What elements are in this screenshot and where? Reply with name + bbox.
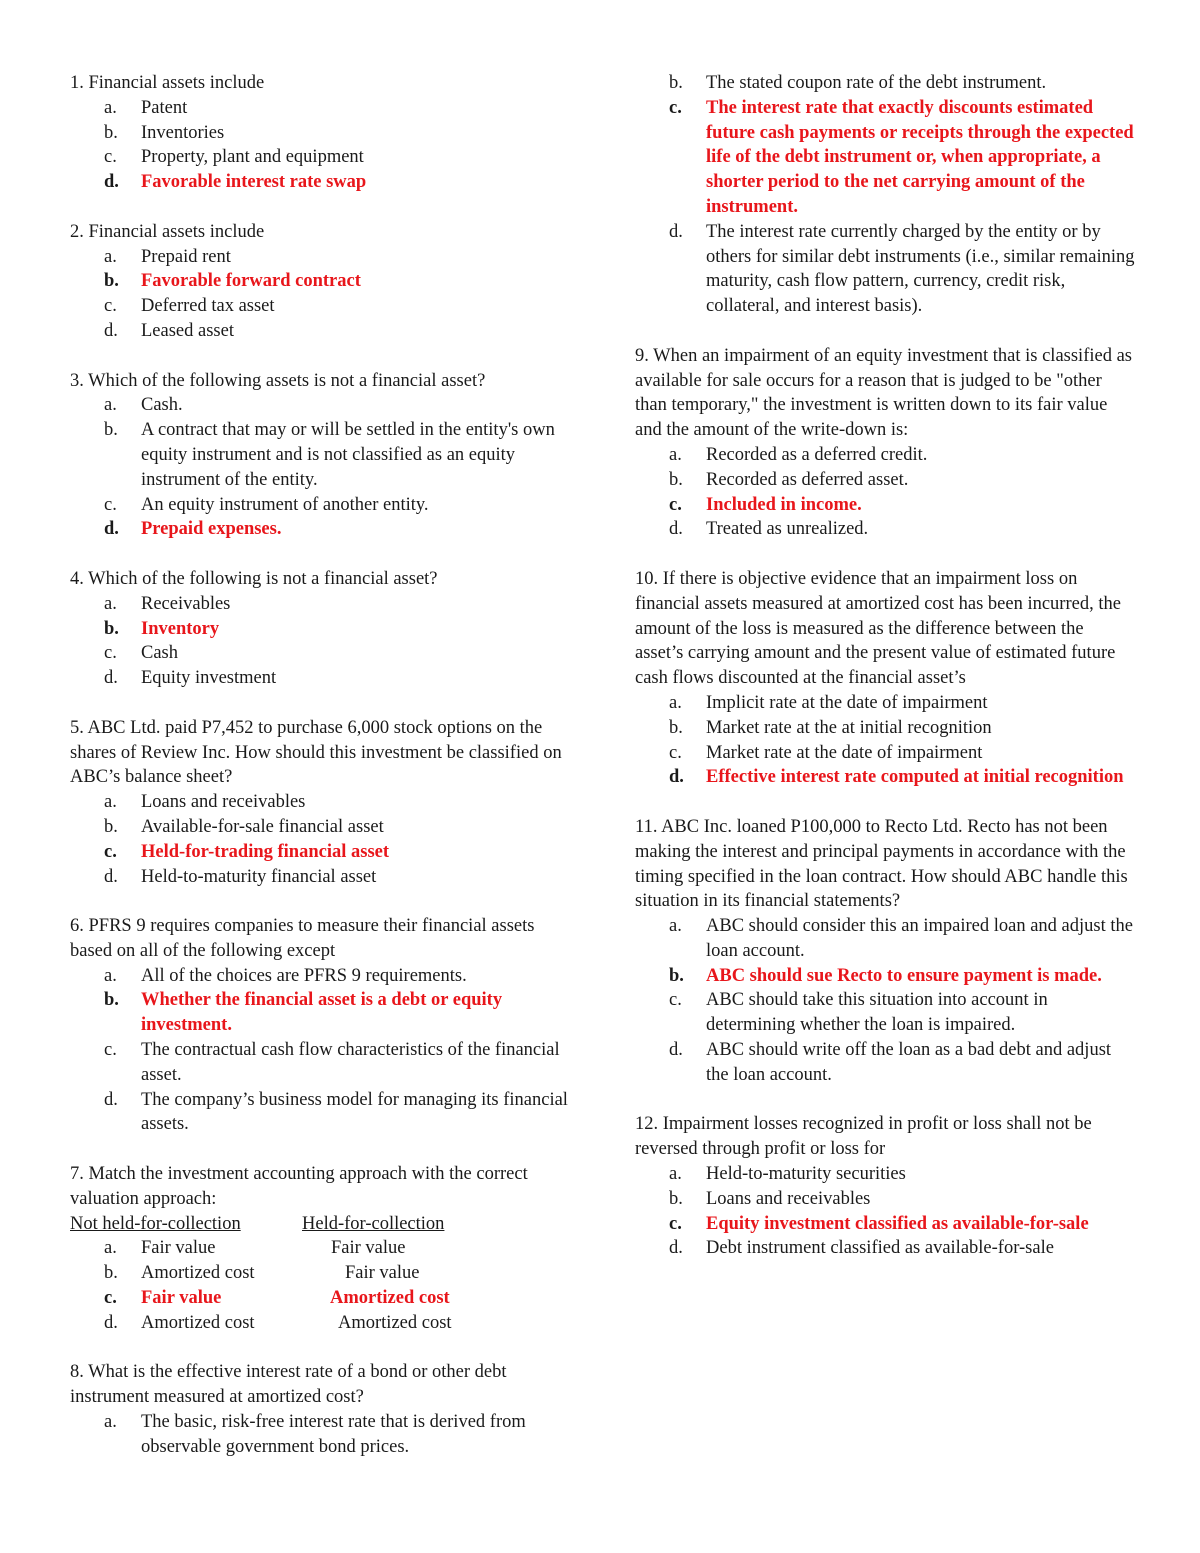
option-list [70, 393, 570, 542]
option-a: a. The basic, risk-free interest rate that is derived from observable government bond prices. [104, 1412, 526, 1457]
question-8-continued [635, 71, 1135, 319]
option-list [635, 443, 1135, 542]
option-list [70, 790, 570, 889]
option-a: a. Cash. [104, 395, 183, 416]
option-list [635, 1162, 1135, 1261]
option-b-correct: b. Inventory [104, 618, 220, 639]
question-stem: 9. When an impairment of an equity investment that is classified as available for sale occurs for a reason that is judged to be "other than temporary," the investment is written down to its fair value and the amount of the write-down is: [635, 345, 1132, 441]
option-c-correct: c. Held-for-trading financial asset [104, 841, 390, 862]
option-list [635, 691, 1135, 790]
question-stem: 5. ABC Ltd. paid P7,452 to purchase 6,000 stock options on the shares of Review Inc. How should this investment be classified on ABC’s balance sheet? [70, 717, 562, 788]
header-held-for-collection: Held-for-collection [302, 1213, 445, 1234]
option-c: c. An equity instrument of another entity. [104, 494, 429, 515]
question-stem: 8. What is the effective interest rate of a bond or other debt instrument measured at amortized cost? [70, 1362, 507, 1408]
option-c: c. Deferred tax asset [104, 296, 275, 317]
option-d: d. The interest rate currently charged by the entity or by others for similar debt instruments (i.e., similar remaining maturity, cash flow pattern, currency, credit risk, collateral, and interest basis). [669, 221, 1135, 317]
option-d: d. Amortized cost Amortized cost [104, 1312, 452, 1333]
option-d: d. Treated as unrealized. [669, 519, 869, 540]
option-a: a. ABC should consider this an impaired loan and adjust the loan account. [669, 916, 1133, 961]
option-b: b. A contract that may or will be settled in the entity's own equity instrument and is not classified as an equity instrument of the entity. [104, 420, 555, 490]
option-a: a. All of the choices are PFRS 9 requirements. [104, 965, 467, 986]
option-a: a. Receivables [104, 593, 231, 614]
option-d: d. Equity investment [104, 668, 277, 689]
question-6 [70, 914, 570, 1137]
option-a: a. Held-to-maturity securities [669, 1164, 906, 1185]
option-c-correct: c. Included in income. [669, 494, 862, 515]
question-stem: 6. PFRS 9 requires companies to measure their financial assets based on all of the following except [70, 916, 535, 961]
option-c-correct: c. Fair value Amortized cost [104, 1288, 450, 1309]
option-b: b. Available-for-sale financial asset [104, 816, 384, 837]
left-column [70, 71, 570, 1484]
question-stem: 11. ABC Inc. loaned P100,000 to Recto Ltd. Recto has not been making the interest and principal payments in accordance with the timing specified in the loan contract. How should ABC handle this situation in its financial statements? [635, 816, 1128, 912]
option-list [70, 592, 570, 691]
option-d-correct: d. Prepaid expenses. [104, 519, 282, 540]
option-c: c. Property, plant and equipment [104, 147, 364, 168]
option-d-correct: d. Favorable interest rate swap [104, 172, 367, 193]
question-stem: 3. Which of the following assets is not a financial asset? [70, 370, 486, 391]
option-c: c. Market rate at the date of impairment [669, 742, 983, 763]
question-11 [635, 815, 1135, 1088]
option-a: a. Patent [104, 97, 188, 118]
option-d: d. Held-to-maturity financial asset [104, 866, 377, 887]
question-4 [70, 567, 570, 691]
question-2 [70, 220, 570, 344]
question-3 [70, 369, 570, 543]
question-stem: 4. Which of the following is not a financial asset? [70, 568, 438, 589]
option-b-correct: b. Whether the financial asset is a debt or equity investment. [104, 990, 503, 1036]
question-8 [70, 1360, 570, 1459]
option-b-correct: b. Favorable forward contract [104, 271, 361, 292]
question-1 [70, 71, 570, 195]
question-12 [635, 1112, 1135, 1261]
option-d: d. Leased asset [104, 320, 234, 341]
option-a: a. Implicit rate at the date of impairment [669, 692, 988, 713]
option-b: b. Loans and receivables [669, 1188, 871, 1209]
option-list [635, 71, 1135, 319]
option-a: a. Loans and receivables [104, 792, 306, 813]
option-a: a. Fair value Fair value [104, 1238, 406, 1259]
option-list [70, 1410, 570, 1460]
option-list [70, 1236, 570, 1335]
option-b: b. Recorded as deferred asset. [669, 469, 909, 490]
option-c-correct: c. The interest rate that exactly discounts estimated future cash payments or receipts through the expected life of the debt instrument or, when appropriate, a shorter period to the net carrying amount of the instrument. [669, 97, 1134, 217]
question-stem: 12. Impairment losses recognized in profit or loss shall not be reversed through profit or loss for [635, 1114, 1092, 1160]
question-stem: 10. If there is objective evidence that an impairment loss on financial assets measured at amortized cost has been incurred, the amount of the loss is measured as the difference between the asset’s carrying amount and the present value of estimated future cash flows discounted at the financial asset’s [635, 568, 1121, 689]
option-c: c. Cash [104, 643, 178, 664]
option-c-correct: c. Equity investment classified as available-for-sale [669, 1213, 1089, 1234]
question-5 [70, 716, 570, 890]
question-10 [635, 567, 1135, 790]
option-list [70, 245, 570, 344]
option-c: c. ABC should take this situation into account in determining whether the loan is impaired. [669, 990, 1048, 1036]
question-stem: 1. Financial assets include [70, 73, 265, 93]
option-b: b. Inventories [104, 122, 225, 143]
question-9 [635, 344, 1135, 542]
option-c: c. The contractual cash flow characteristics of the financial asset. [104, 1040, 560, 1085]
option-d: d. Debt instrument classified as available-for-sale [669, 1238, 1054, 1259]
question-stem: 7. Match the investment accounting approach with the correct valuation approach: [70, 1164, 528, 1209]
option-b: b. The stated coupon rate of the debt instrument. [669, 73, 1047, 93]
question-7 [70, 1162, 570, 1336]
option-d: d. ABC should write off the loan as a bad debt and adjust the loan account. [669, 1040, 1112, 1085]
option-b: b. Market rate at the at initial recognition [669, 717, 992, 738]
option-list [70, 96, 570, 195]
right-column [635, 71, 1135, 1286]
matching-headers [70, 1212, 570, 1237]
option-b: b. Amortized cost Fair value [104, 1263, 420, 1284]
header-not-held-for-collection: Not held-for-collection [70, 1213, 241, 1234]
option-d-correct: d. Effective interest rate computed at initial recognition [669, 767, 1124, 788]
question-stem: 2. Financial assets include [70, 221, 265, 242]
option-b-correct: b. ABC should sue Recto to ensure payment is made. [669, 965, 1102, 986]
option-d: d. The company’s business model for managing its financial assets. [104, 1089, 568, 1135]
option-a: a. Recorded as a deferred credit. [669, 444, 928, 465]
option-list [70, 964, 570, 1138]
option-list [635, 914, 1135, 1088]
option-a: a. Prepaid rent [104, 246, 231, 267]
